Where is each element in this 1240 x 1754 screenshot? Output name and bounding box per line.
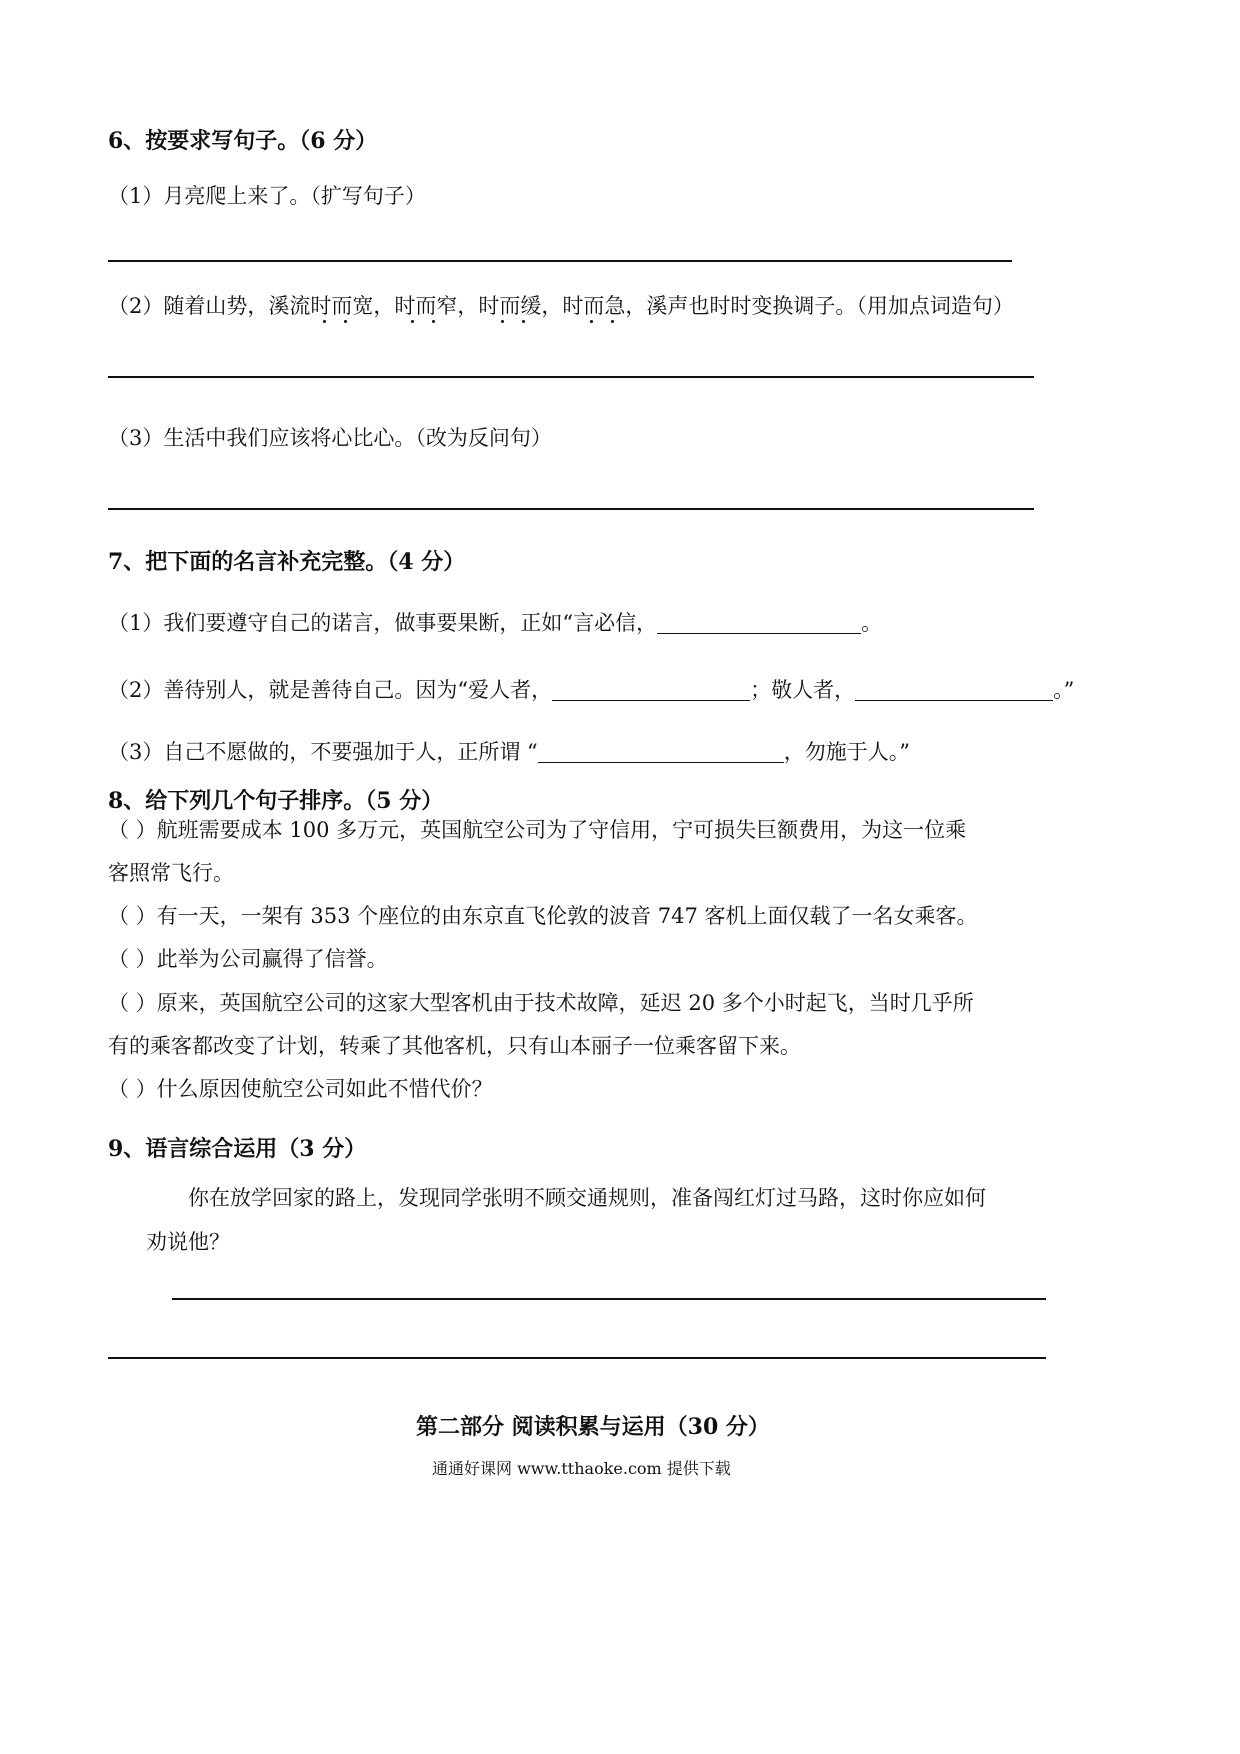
- q6-item-3: （3）生活中我们应该将心比心。（改为反问句）: [108, 426, 552, 450]
- q8-sentence-4-line-1: （ ）原来，英国航空公司的这家大型客机由于技术故障，延迟 20 多个小时起飞，当时几乎所: [108, 991, 974, 1015]
- q7-item-2-mid: ；敬人者，: [750, 678, 856, 702]
- q6-answer-line-3[interactable]: [108, 508, 1034, 510]
- q6-answer-line-1[interactable]: [108, 260, 1012, 262]
- q7-item-1-suffix: 。: [861, 611, 883, 635]
- emphasis-dot: [411, 320, 414, 323]
- q8-title: 8、给下列几个句子排序。（5 分）: [108, 788, 444, 814]
- q8-sentence-1-line-2: 客照常飞行。: [108, 861, 234, 885]
- q6-answer-line-2[interactable]: [108, 376, 1034, 378]
- q7-item-3-prefix: （3）自己不愿做的，不要强加于人，正所谓 “: [108, 740, 538, 764]
- q7-blank-2[interactable]: [552, 678, 750, 701]
- q9-title: 9、语言综合运用（3 分）: [108, 1136, 367, 1162]
- q8-sentence-1-line-1: （ ）航班需要成本 100 多万元，英国航空公司为了守信用，宁可损失巨额费用，为这一位乘: [108, 818, 967, 842]
- q7-item-2-prefix: （2）善待别人，就是善待自己。因为“爱人者，: [108, 678, 553, 702]
- emphasis-dot: [344, 320, 347, 323]
- q9-answer-line-2[interactable]: [108, 1357, 1046, 1359]
- emphasis-dot: [590, 320, 593, 323]
- q7-item-3-suffix: ，勿施于人。”: [783, 740, 911, 764]
- emphasis-dot: [522, 320, 525, 323]
- q7-blank-1[interactable]: [657, 611, 861, 634]
- q7-item-3: [108, 736, 910, 766]
- q9-answer-line-1[interactable]: [172, 1298, 1046, 1300]
- part2-title: 第二部分 阅读积累与运用（30 分）: [416, 1414, 770, 1440]
- q7-blank-4[interactable]: [538, 740, 784, 763]
- q7-blank-3[interactable]: [855, 678, 1053, 701]
- q8-sentence-2: （ ）有一天，一架有 353 个座位的由东京直飞伦敦的波音 747 客机上面仅载了一名女乘客。: [108, 904, 978, 928]
- q7-item-2-suffix: 。”: [1053, 678, 1075, 702]
- q6-item-1: （1）月亮爬上来了。（扩写句子）: [108, 184, 426, 208]
- q7-item-1: [108, 607, 882, 637]
- emphasis-dot: [611, 320, 614, 323]
- q8-sentence-5: （ ）什么原因使航空公司如此不惜代价？: [108, 1077, 493, 1101]
- q9-paragraph-line-2: 劝说他？: [146, 1230, 230, 1254]
- q6-item-2: （2）随着山势，溪流时而宽，时而窄，时而缓，时而急，溪声也时时变换调子。（用加点词造句）: [108, 294, 1014, 318]
- q7-title: 7、把下面的名言补充完整。（4 分）: [108, 549, 466, 575]
- q8-sentence-4-line-2: 有的乘客都改变了计划，转乘了其他客机，只有山本丽子一位乘客留下来。: [108, 1034, 801, 1058]
- q6-title: 6、按要求写句子。（6 分）: [108, 128, 378, 154]
- emphasis-dot: [501, 320, 504, 323]
- q7-item-2: [108, 674, 1074, 704]
- footer-text: 通通好课网 www.tthaoke.com 提供下载: [432, 1459, 731, 1478]
- q7-item-1-prefix: （1）我们要遵守自己的诺言，做事要果断，正如“言必信，: [108, 611, 658, 635]
- q8-sentence-3: （ ）此举为公司赢得了信誉。: [108, 947, 388, 971]
- emphasis-dot: [323, 320, 326, 323]
- q9-paragraph-line-1: 你在放学回家的路上，发现同学张明不顾交通规则，准备闯红灯过马路，这时你应如何: [188, 1186, 986, 1210]
- emphasis-dot: [432, 320, 435, 323]
